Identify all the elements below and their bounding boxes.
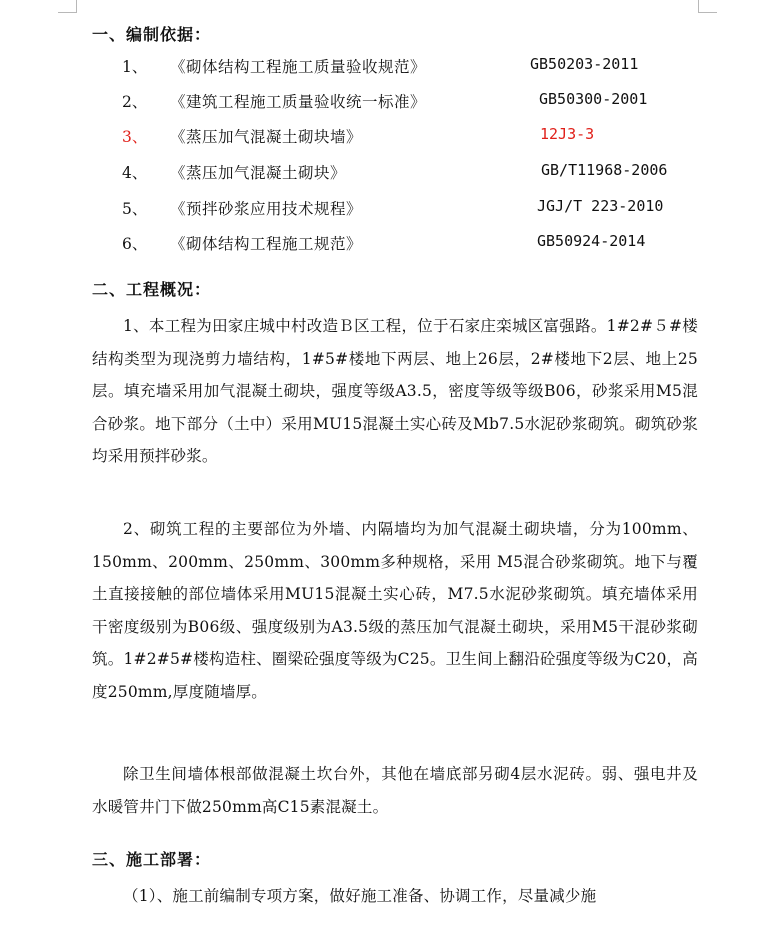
overview-paragraph-1: 1、本工程为田家庄城中村改造Ｂ区工程，位于石家庄栾城区富强路。1#2#５#楼结构类型为现浇剪力墙结构，1#5#楼地下两层、地上26层，2#楼地下2层、地上25层。填充墙采用加气混凝土砌块，强度等级A3.5，密度等级等级B06，砂浆采用M5混合砂浆。地下部分（土中）采用MU15混凝土实心砖及Mb7.5水泥砂浆砌筑。砌筑砂浆均采用预拌砂浆。 [92,317,698,465]
overview-paragraph-2: 2、砌筑工程的主要部位为外墙、内隔墙均为加气混凝土砌块墙，分为100mm、150mm、200mm、250mm、300mm多种规格，采用 M5混合砂浆砌筑。地下与覆土直接接触的部位墙体采用MU15混凝土实心砖，M7.5水泥砂浆砌筑。填充墙体采用干密度级别为B06级、强度级别为A3.5级的蒸压加气混凝土砌块，采用M5干混砂浆砌筑。1#2#5#楼构造柱、圈梁砼强度等级为C25。卫生间上翻沿砼强度等级为C20，高度250mm,厚度随墙厚。 [92,520,698,701]
reference-item-3 [0,125,775,147]
reference-code: GB50924-2014 [537,232,646,250]
reference-title: 《砌体结构工程施工规范》 [170,235,363,253]
reference-number: 4、 [122,164,148,182]
reference-number: 2、 [122,93,148,111]
reference-code: GB50300-2001 [539,90,648,108]
reference-code: GB50203-2011 [530,55,639,73]
section-2-heading: 二、工程概况： [92,280,212,299]
section-3-heading: 三、施工部署： [92,850,212,869]
reference-number: 1、 [122,58,148,76]
overview-paragraph-3: 除卫生间墙体根部做混凝土坎台外，其他在墙底部另砌4层水泥砖。弱、强电井及水暖管井门下做250mm高C15素混凝土。 [92,765,698,816]
crop-mark-top-right [698,0,717,13]
reference-item-6 [0,232,775,254]
reference-title: 《蒸压加气混凝土砌块墙》 [170,128,363,146]
reference-item-5 [0,197,775,219]
crop-mark-top-left [58,0,77,13]
reference-item-4 [0,161,775,183]
reference-code: GB/T11968-2006 [541,161,668,179]
reference-title: 《砌体结构工程施工质量验收规范》 [170,58,427,76]
section-1-heading: 一、编制依据： [92,25,212,44]
deployment-paragraph-1: （1）、施工前编制专项方案，做好施工准备、协调工作，尽量减少施 [123,887,597,905]
reference-number: 3、 [122,128,148,146]
reference-number: 5、 [122,200,148,218]
reference-item-1 [0,55,775,77]
reference-item-2 [0,90,775,112]
reference-title: 《预拌砂浆应用技术规程》 [170,200,363,218]
reference-title: 《蒸压加气混凝土砌块》 [170,164,347,182]
reference-number: 6、 [122,235,148,253]
reference-code-highlighted: 12J3-3 [540,125,595,143]
reference-title: 《建筑工程施工质量验收统一标准》 [170,93,427,111]
reference-code: JGJ/T 223-2010 [537,197,664,215]
